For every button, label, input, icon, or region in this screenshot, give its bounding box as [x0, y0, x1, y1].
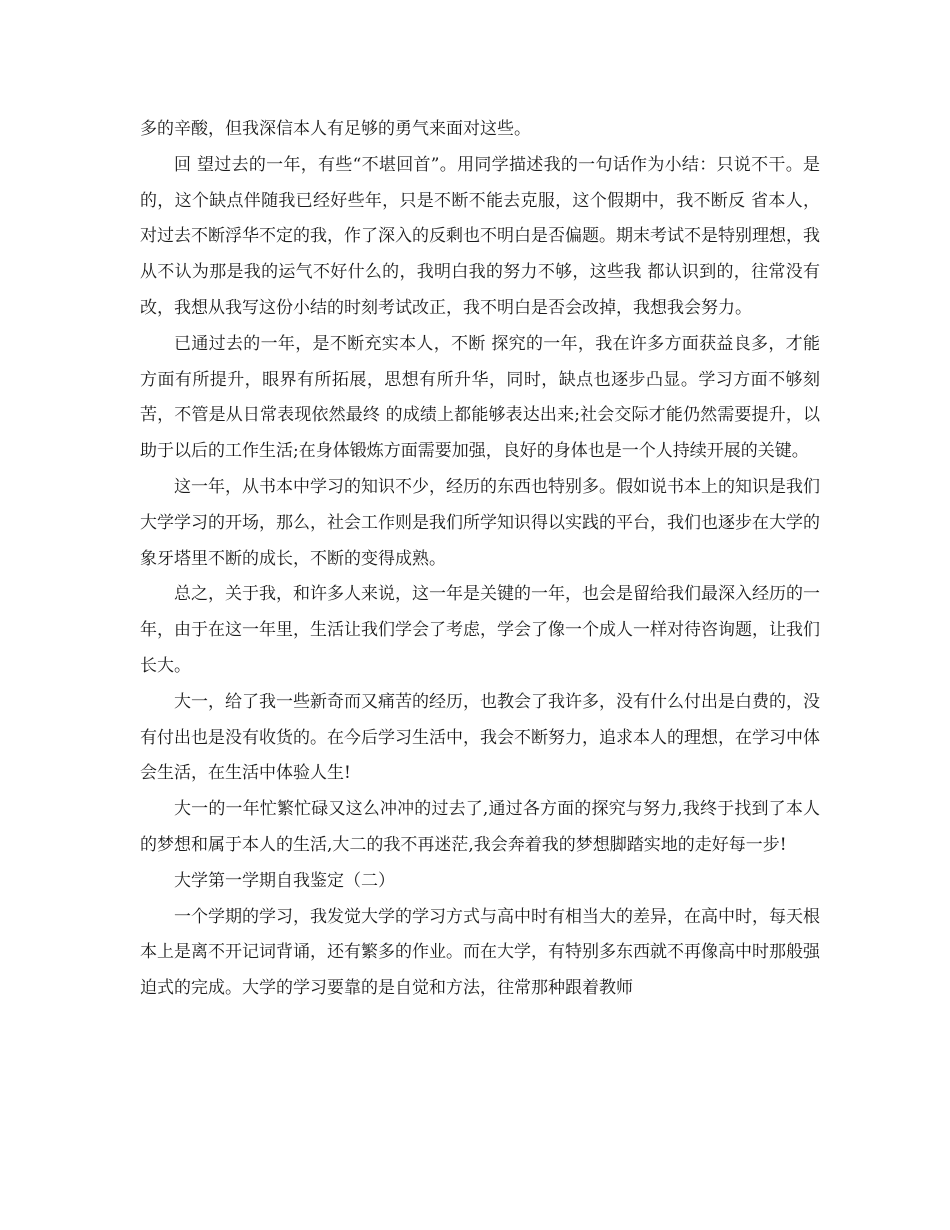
document-body: [140, 112, 820, 1007]
paragraph: 这一年，从书本中学习的知识不少，经历的东西也特别多。假如说书本上的知识是我们大学学习的开场，那么，社会工作则是我们所学知识得以实践的平台，我们也逐步在大学的象牙塔里不断的成长，不断的变得成熟。: [140, 476, 820, 569]
paragraph: 一个学期的学习，我发觉大学的学习方式与高中时有相当大的差异，在高中时，每天根本上是离不开记词背诵，还有繁多的作业。而在大学，有特别多东西就不再像高中时那般强迫式的完成。大学的学习要靠的是自觉和方法，往常那种跟着教师: [140, 906, 820, 999]
paragraph: 已通过去的一年，是不断充实本人，不断 探究的一年，我在许多方面获益良多，才能方面有所提升，眼界有所拓展，思想有所升华，同时，缺点也逐步凸显。学习方面不够刻苦，不管是从日常表现依然最终 的成绩上都能够表达出来;社会交际才能仍然需要提升，以助于以后的工作生活;在身体锻炼方面需要加强，良好的身体也是一个人持续开展的关键。: [140, 333, 820, 462]
paragraph: 回 望过去的一年，有些“不堪回首”。用同学描述我的一句话作为小结：只说不干。是的，这个缺点伴随我已经好些年，只是不断不能去克服，这个假期中，我不断反 省本人，对过去不断浮华不定的我，作了深入的反剩也不明白是否偏题。期末考试不是特别理想，我从不认为那是我的运气不好什么的，我明白我的努力不够，这些我 都认识到的，往常没有改，我想从我写这份小结的时刻考试改正，我不明白是否会改掉，我想我会努力。: [140, 154, 820, 318]
paragraph: 多的辛酸，但我深信本人有足够的勇气来面对这些。: [140, 119, 531, 139]
paragraph: 大一的一年忙繁忙碌又这么冲冲的过去了,通过各方面的探究与努力,我终于找到了本人的梦想和属于本人的生活,大二的我不再迷茫,我会奔着我的梦想脚踏实地的走好每一步!: [140, 799, 820, 855]
paragraph: 大一，给了我一些新奇而又痛苦的经历，也教会了我许多，没有什么付出是白费的，没有付出也是没有收货的。在今后学习生活中，我会不断努力，追求本人的理想，在学习中体会生活，在生活中体验人生!: [140, 691, 820, 784]
section-heading: 大学第一学期自我鉴定（二）: [174, 870, 395, 891]
paragraph: 总之，关于我，和许多人来说，这一年是关键的一年，也会是留给我们最深入经历的一年，由于在这一年里，生活让我们学会了考虑，学会了像一个成人一样对待咨询题，让我们长大。: [140, 584, 820, 676]
